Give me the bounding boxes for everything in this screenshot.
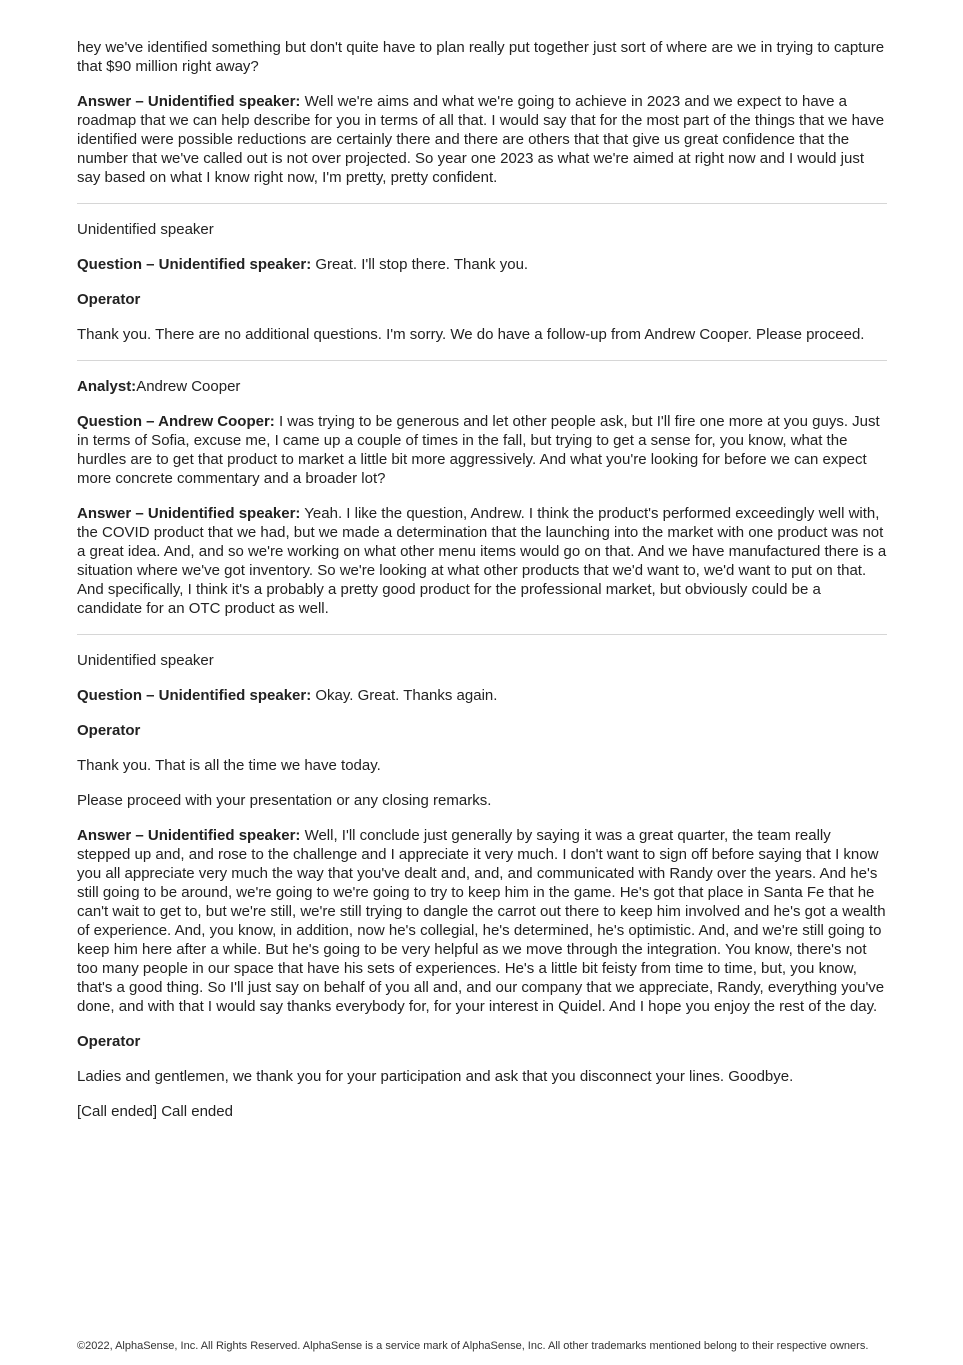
speaker-label: Question – Unidentified speaker: xyxy=(77,256,312,273)
speaker-label: Question – Andrew Cooper: xyxy=(77,413,275,430)
section-divider xyxy=(77,360,887,361)
speaker-label: Answer – Unidentified speaker: xyxy=(77,93,301,110)
operator-heading xyxy=(77,290,887,309)
speaker-label: Answer – Unidentified speaker: xyxy=(77,827,301,844)
transcript-body xyxy=(77,38,887,1137)
operator-paragraph: Please proceed with your presentation or any closing remarks. xyxy=(77,792,492,809)
operator-paragraph: Ladies and gentlemen, we thank you for your participation and ask that you disconnect your lines. Goodbye. xyxy=(77,1068,794,1085)
speaker-heading: Unidentified speaker xyxy=(77,652,214,669)
speaker-label: Answer – Unidentified speaker: xyxy=(77,505,301,522)
speaker-label: Operator xyxy=(77,1033,141,1050)
speaker-heading: Unidentified speaker xyxy=(77,221,214,238)
section-divider xyxy=(77,203,887,204)
copyright-footer: ©2022, AlphaSense, Inc. All Rights Reserved. AlphaSense is a service mark of AlphaSense, Inc. All other trademarks mentioned belong to their respective owners. xyxy=(77,1340,869,1352)
speaker-label: Operator xyxy=(77,291,141,308)
answer-paragraph: Answer – Unidentified speaker: Well we're aims and what we're going to achieve in 2023 and we expect to have a roadmap that we can help describe for you in terms of all that. I would say that for the most part of the things that we have identified were possible reductions are certainly there and there are others that that give us great confidence that the number that we've called out is not over projected. So year one 2023 as what we're aimed at right now and I would just say based on what I know right now, I'm pretty, pretty confident. xyxy=(77,93,885,186)
call-ended-note: [Call ended] Call ended xyxy=(77,1103,233,1120)
answer-paragraph: Answer – Unidentified speaker: Well, I'll conclude just generally by saying it was a great quarter, the team really stepped up and, and rose to the challenge and I appreciate it very much. I don't want to sign off before saying that I know you all appreciate very much the way that you've dealt and, and, and communicated with Randy over the years. And he's still going to be around, we're going to we're going to try to keep him in the game. He's got that place in Santa Fe that he can't wait to get to, but we're still, we're still trying to dangle the carrot out there to keep him involved and he's got a wealth of experience. And, you know, in addition, now he's collegial, he's determined, he's optimistic. And, and we're still going to keep him here after a while. But he's going to be very helpful as we move through the integration. You know, there's not too many people in our space that have his sets of experiences. He's a little bit feisty from time to time, but, you know, that's a good thing. So I'll just say on behalf of you all and, and our company that we appreciate, Randy, everything you've done, and with that I would say thanks everybody for, for your interest in Quidel. And I hope you enjoy the rest of the day. xyxy=(77,827,886,1015)
operator-paragraph: Thank you. There are no additional questions. I'm sorry. We do have a follow-up from Andrew Cooper. Please proceed. xyxy=(77,326,865,343)
analyst-heading xyxy=(77,377,887,396)
operator-paragraph: Thank you. That is all the time we have today. xyxy=(77,757,381,774)
question-paragraph: Question – Unidentified speaker: Okay. Great. Thanks again. xyxy=(77,687,498,704)
speaker-label: Analyst: xyxy=(77,378,137,395)
speaker-label: Question – Unidentified speaker: xyxy=(77,687,312,704)
transcript-paragraph: hey we've identified something but don't quite have to plan really put together just sort of where are we in trying to capture that $90 million right away? xyxy=(77,39,885,75)
operator-heading xyxy=(77,1032,887,1051)
question-paragraph: Question – Unidentified speaker: Great. I'll stop there. Thank you. xyxy=(77,256,529,273)
section-divider xyxy=(77,634,887,635)
speaker-label: Operator xyxy=(77,722,141,739)
operator-heading xyxy=(77,721,887,740)
question-paragraph: Question – Andrew Cooper: I was trying to be generous and let other people ask, but I'll fire one more at you guys. Just in terms of Sofia, excuse me, I came up a couple of times in the fall, but trying to get a sense for, you know, what the hurdles are to get that product to market a little bit more aggressively. And what you're looking for before we can expect more concrete commentary and a broader lot? xyxy=(77,413,880,487)
answer-paragraph: Answer – Unidentified speaker: Yeah. I like the question, Andrew. I think the product's performed exceedingly well with, the COVID product that we had, but we made a determination that the launching into the market with one product was not a great idea. And, and so we're working on what other menu items would go on that. And we have manufactured there is a situation where we've got inventory. So we're looking at what other products that we'd want to, we'd want to put on that. And specifically, I think it's a probably a pretty good product for the professional market, but obviously could be a candidate for an OTC product as well. xyxy=(77,505,887,617)
analyst-name: Andrew Cooper xyxy=(136,378,241,395)
